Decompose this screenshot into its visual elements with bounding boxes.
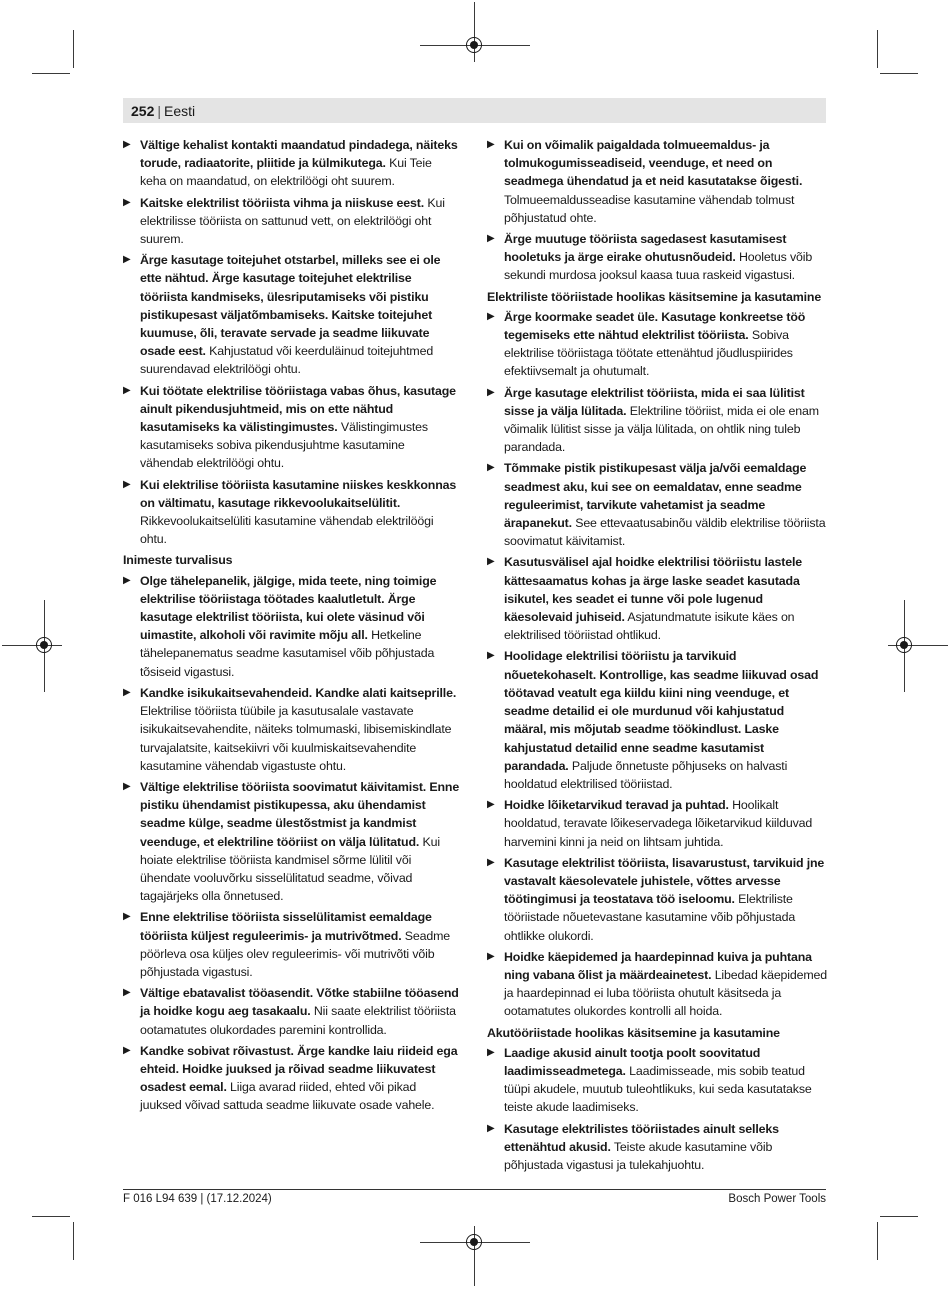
- instruction-bold-text: Kasutusvälisel ajal hoidke elektrilisi tööriistu lastele kättesaamatus kohas ja ärge laske seadet kasutada isikutel, kes seadet ei tunne või pole lugenud käesolevaid juhiseid.: [504, 555, 803, 625]
- instruction-explanation-text: Asjatundmatute isikute käes on elektrilised tööriistad ohtlikud.: [504, 610, 795, 643]
- bullet-arrow-icon: ▶: [487, 856, 495, 868]
- bullet-arrow-icon: ▶: [123, 987, 131, 999]
- instruction-bold-text: Kui on võimalik paigaldada tolmueemaldus- ja tolmukogumisseadiseid, veenduge, et need on seadmega ühendatud ja et neid kasutatakse õigesti.: [504, 138, 803, 189]
- bullet-arrow-icon: ▶: [487, 310, 495, 322]
- crop-mark: [32, 1216, 70, 1217]
- instruction-explanation-text: Rikkevoolukaitselüliti kasutamine vähendab elektrilöögi ohtu.: [140, 514, 434, 547]
- instruction-explanation-text: Tolmueemaldusseadise kasutamine vähendab tolmust põhjustatud ohte.: [504, 192, 795, 225]
- bullet-arrow-icon: ▶: [123, 1044, 131, 1056]
- safety-instruction: [487, 1120, 829, 1175]
- instruction-bold-text: Ärge kasutage toitejuhet otstarbel, milleks see ei ole ette nähtud. Ärge kasutage toitejuhet elektrilise tööriista kandmiseks, ülesriputamiseks või pistiku pistikupesast väljatõmbamiseks. Kaitske toitejuhet kuumuse, õli, teravate servade ja seadme liikuvate osade eest.: [140, 253, 441, 359]
- instruction-bold-text: Enne elektrilise tööriista sisselülitamist eemaldage tööriista küljest reguleerimis- ja mutrivõtmed.: [140, 910, 432, 943]
- registration-target-icon: [466, 37, 482, 53]
- safety-instruction: [123, 136, 461, 191]
- crop-mark: [73, 1222, 74, 1260]
- instruction-explanation-text: Paljude õnnetuste põhjuseks on halvasti hooldatud elektrilised tööriistad.: [504, 758, 788, 791]
- crop-mark: [880, 1216, 918, 1217]
- instruction-explanation-text: Hoolikalt hooldatud, teravate lõikeservadega lõiketarvikud kiilduvad harvemini kinni ja neid on lihtsam juhtida.: [504, 798, 813, 849]
- safety-instruction: [123, 984, 461, 1039]
- registration-line: [2, 645, 62, 646]
- bullet-arrow-icon: ▶: [487, 556, 495, 568]
- crop-mark: [877, 1222, 878, 1260]
- instruction-explanation-text: Liiga avarad riided, ehted või pikad juuksed võivad sattuda seadme liikuvate osade vahele.: [140, 1080, 435, 1113]
- instruction-bold-text: Kandke sobivat rõivastust. Ärge kandke laiu riideid ega ehteid. Hoidke juuksed ja rõivad seadme liikuvatest osadest eemal.: [140, 1043, 458, 1095]
- bullet-arrow-icon: ▶: [123, 139, 131, 150]
- safety-instruction: [123, 476, 461, 549]
- safety-instruction: [123, 572, 461, 681]
- bullet-arrow-icon: ▶: [487, 1122, 495, 1134]
- bullet-arrow-icon: ▶: [123, 196, 131, 208]
- footer-doc-code: F 016 L94 639 | (17.12.2024): [123, 1193, 272, 1205]
- bullet-arrow-icon: ▶: [487, 386, 495, 398]
- instruction-bold-text: Kui töötate elektrilise tööriistaga vabas õhus, kasutage ainult pikendusjuhtmeid, mis on ette nähtud kasutamiseks ka välistingimustes.: [140, 383, 456, 435]
- safety-instruction: [123, 251, 461, 378]
- instruction-explanation-text: Välistingimustes kasutamiseks sobiva pikendusjuhtme kasutamine vähendab elektrilöögi ohtu.: [140, 420, 428, 471]
- instruction-explanation-text: See ettevaatusabinõu väldib elektrilise tööriista soovimatut käivitamist.: [504, 516, 826, 549]
- instruction-bold-text: Vältige ebatavalist tööasendit. Võtke stabiilne tööasend ja hoidke kogu aeg tasakaalu.: [140, 986, 459, 1019]
- instruction-explanation-text: Sobiva elektrilise tööriistaga töötate ettenähtud jõudluspiirides efektiivsemalt ja ohutumalt.: [504, 328, 793, 379]
- crop-mark: [32, 73, 70, 74]
- instruction-bold-text: Hoidke käepidemed ja haardepinnad kuiva ja puhtana ning vabana õlist ja määrdeainetest.: [504, 949, 812, 982]
- safety-instruction: [487, 308, 829, 381]
- instruction-bold-text: Vältige kehalist kontakti maandatud pindadega, näiteks torude, radiaatorite, pliitide ja külmikutega.: [140, 138, 458, 171]
- bullet-arrow-icon: ▶: [487, 139, 495, 150]
- bullet-arrow-icon: ▶: [487, 462, 495, 474]
- safety-instruction: [123, 1042, 461, 1115]
- instruction-explanation-text: Nii saate elektrilist tööriista ootamatutes olukordades paremini kontrollida.: [140, 1004, 456, 1037]
- instruction-explanation-text: Hetkeline tähelepanematus seadme kasutamisel võib põhjustada tõsiseid vigastusi.: [140, 628, 435, 679]
- instruction-explanation-text: Seadme pöörleva osa küljes olev reguleerimis- või mutrivõti võib põhjustada vigastusi.: [140, 928, 451, 979]
- instruction-explanation-text: Libedad käepidemed ja haardepinnad ei luba tööriista ohutult käsitseda ja ootamatutes olukordes kontrolli all hoida.: [504, 967, 828, 1019]
- safety-instruction: [487, 136, 829, 227]
- crop-mark: [877, 30, 878, 68]
- instruction-bold-text: Laadige akusid ainult tootja poolt soovitatud laadimisseadmetega.: [504, 1045, 761, 1078]
- safety-instruction: [487, 1044, 829, 1117]
- registration-target-icon: [466, 1234, 482, 1250]
- bullet-arrow-icon: ▶: [123, 686, 131, 698]
- safety-instruction: [487, 854, 829, 945]
- bullet-arrow-icon: ▶: [123, 384, 131, 396]
- safety-instruction: [487, 230, 829, 285]
- safety-instruction: [123, 778, 461, 905]
- bullet-arrow-icon: ▶: [123, 780, 131, 792]
- page-language: Eesti: [164, 103, 196, 119]
- safety-instruction: [487, 384, 829, 457]
- safety-instruction: [123, 382, 461, 473]
- registration-target-icon: [896, 637, 912, 653]
- page-header-bar: [123, 98, 826, 123]
- footer-rule: [123, 1189, 826, 1190]
- crop-mark: [880, 73, 918, 74]
- section-heading: Elektriliste tööriistade hoolikas käsitsemine ja kasutamine: [487, 289, 822, 304]
- instruction-explanation-text: Elektriline tööriist, mida ei ole enam võimalik lülitist sisse ja välja lülitada, on ohtlik ning tuleb parandada.: [504, 403, 819, 455]
- instruction-bold-text: Kui elektrilise tööriista kasutamine niiskes keskkonnas on vältimatu, kasutage rikkevoolukaitselülitit.: [140, 477, 457, 510]
- safety-instruction: [487, 647, 829, 793]
- bullet-arrow-icon: ▶: [123, 911, 131, 923]
- instruction-bold-text: Hoidke lõiketarvikud teravad ja puhtad.: [504, 798, 729, 813]
- bullet-arrow-icon: ▶: [487, 650, 495, 662]
- instruction-explanation-text: Kui elektrilisse tööriista on sattunud vett, on elektrilöögi oht suurem.: [140, 195, 445, 247]
- safety-instruction: [123, 194, 461, 249]
- instruction-bold-text: Tõmmake pistik pistikupesast välja ja/või eemaldage seadmest aku, kui see on eemaldatav, enne seadme reguleerimist, tarvikute vahetamist ja seadme ärapanekut.: [504, 461, 807, 531]
- instruction-bold-text: Ärge muutuge tööriista sagedasest kasutamisest hooletuks ja ärge eirake ohutusnõudeid.: [504, 232, 787, 265]
- page-number: 252: [131, 103, 155, 119]
- safety-instruction: [487, 796, 829, 851]
- bullet-arrow-icon: ▶: [123, 478, 131, 490]
- safety-instruction: [487, 459, 829, 550]
- instruction-explanation-text: Kui hoiate elektrilise tööriista kandmisel sõrme lülitil või ühendate vooluvõrku sisselülitatud seadme, võivad tagajärjeks olla õnnetused.: [140, 834, 440, 904]
- left-column: [123, 136, 461, 1118]
- instruction-bold-text: Vältige elektrilise tööriista soovimatut käivitamist. Enne pistiku ühendamist pistikupessa, aku ühendamist seadme külge, seadme ülestõstmist ja kandmist veenduge, et elektriline tööriist on välja lülitatud.: [140, 779, 460, 849]
- right-column: [487, 136, 829, 1177]
- bullet-arrow-icon: ▶: [487, 799, 495, 811]
- instruction-bold-text: Kandke isikukaitsevahendeid. Kandke alati kaitseprille.: [140, 685, 457, 700]
- instruction-bold-text: Kasutage elektrilistes tööriistades ainult selleks ettenähtud akusid.: [504, 1121, 779, 1154]
- instruction-bold-text: Ärge koormake seadet üle. Kasutage konkreetse töö tegemiseks ette nähtud elektrilist tööriista.: [504, 309, 806, 343]
- safety-instruction: [487, 553, 829, 644]
- safety-instruction: [487, 948, 829, 1021]
- section-heading: Akutööriistade hoolikas käsitsemine ja kasutamine: [487, 1025, 780, 1040]
- instruction-explanation-text: Laadimisseade, mis sobib teatud tüüpi akudele, muutub tuleohtlikuks, kui seda kasutatakse teiste akude laadimiseks.: [504, 1063, 812, 1115]
- instruction-explanation-text: Elektrilise tööriista tüübile ja kasutusalale vastavate isikukaitsevahendite, näiteks tolmumaski, libisemiskindlate turvajalatsite, kaitsekiivri või kuulmiskaitsevahendite kasutamine vähendab vigastuste ohtu.: [140, 704, 452, 773]
- bullet-arrow-icon: ▶: [123, 574, 131, 586]
- instruction-bold-text: Kaitske elektrilist tööriista vihma ja niiskuse eest.: [140, 195, 425, 210]
- instruction-explanation-text: Elektriliste tööriistade nõuetevastane kasutamine võib põhjustada ohtlikke olukordi.: [504, 892, 796, 943]
- instruction-explanation-text: Hooletus võib sekundi murdosa jooksul kaasa tuua raskeid vigastusi.: [504, 250, 813, 283]
- bullet-arrow-icon: ▶: [487, 1046, 495, 1058]
- instruction-explanation-text: Kui Teie keha on maandatud, on elektrilöögi oht suurem.: [140, 156, 432, 189]
- section-heading: Inimeste turvalisus: [123, 553, 233, 568]
- registration-line: [474, 2, 475, 62]
- instruction-explanation-text: Teiste akude kasutamine võib põhjustada vigastusi ja tulekahjuohtu.: [504, 1139, 773, 1172]
- safety-instruction: [123, 908, 461, 981]
- instruction-bold-text: Kasutage elektrilist tööriista, lisavarustust, tarvikuid jne vastavalt käesolevatele juhistele, võttes arvesse töötingimusi ja teostatava töö iseloomu.: [504, 855, 825, 907]
- registration-target-icon: [36, 637, 52, 653]
- bullet-arrow-icon: ▶: [487, 233, 495, 245]
- instruction-bold-text: Olge tähelepanelik, jälgige, mida teete, ning toimige elektrilise tööriistaga töötades kaalutletult. Ärge kasutage elektrilist tööriista, kui olete väsinud või uimastite, alkoholi või ravimite mõju all.: [140, 573, 437, 643]
- instruction-bold-text: Ärge kasutage elektrilist tööriista, mida ei saa lülitist sisse ja välja lülitada.: [504, 385, 805, 418]
- bullet-arrow-icon: ▶: [487, 950, 495, 962]
- instruction-explanation-text: Kahjustatud või keerduläinud toitejuhtmed suurendavad elektrilöögi ohtu.: [140, 344, 434, 377]
- safety-instruction: [123, 684, 461, 775]
- bullet-arrow-icon: ▶: [123, 254, 131, 266]
- instruction-bold-text: Hoolidage elektrilisi tööriistu ja tarvikuid nõuetekohaselt. Kontrollige, kas seadme liikuvad osad töötavad veatult ega kiildu kiini ning veenduge, et seadme detailid ei ole murdunud või kahjustatud määral, mis mõjutab seadme töökindlust. Laske kahjustatud detailid enne seadme kasutamist parandada.: [504, 649, 819, 773]
- crop-mark: [73, 30, 74, 68]
- footer-brand: Bosch Power Tools: [728, 1193, 826, 1205]
- header-separator: |: [157, 103, 161, 119]
- page-header: [131, 102, 195, 120]
